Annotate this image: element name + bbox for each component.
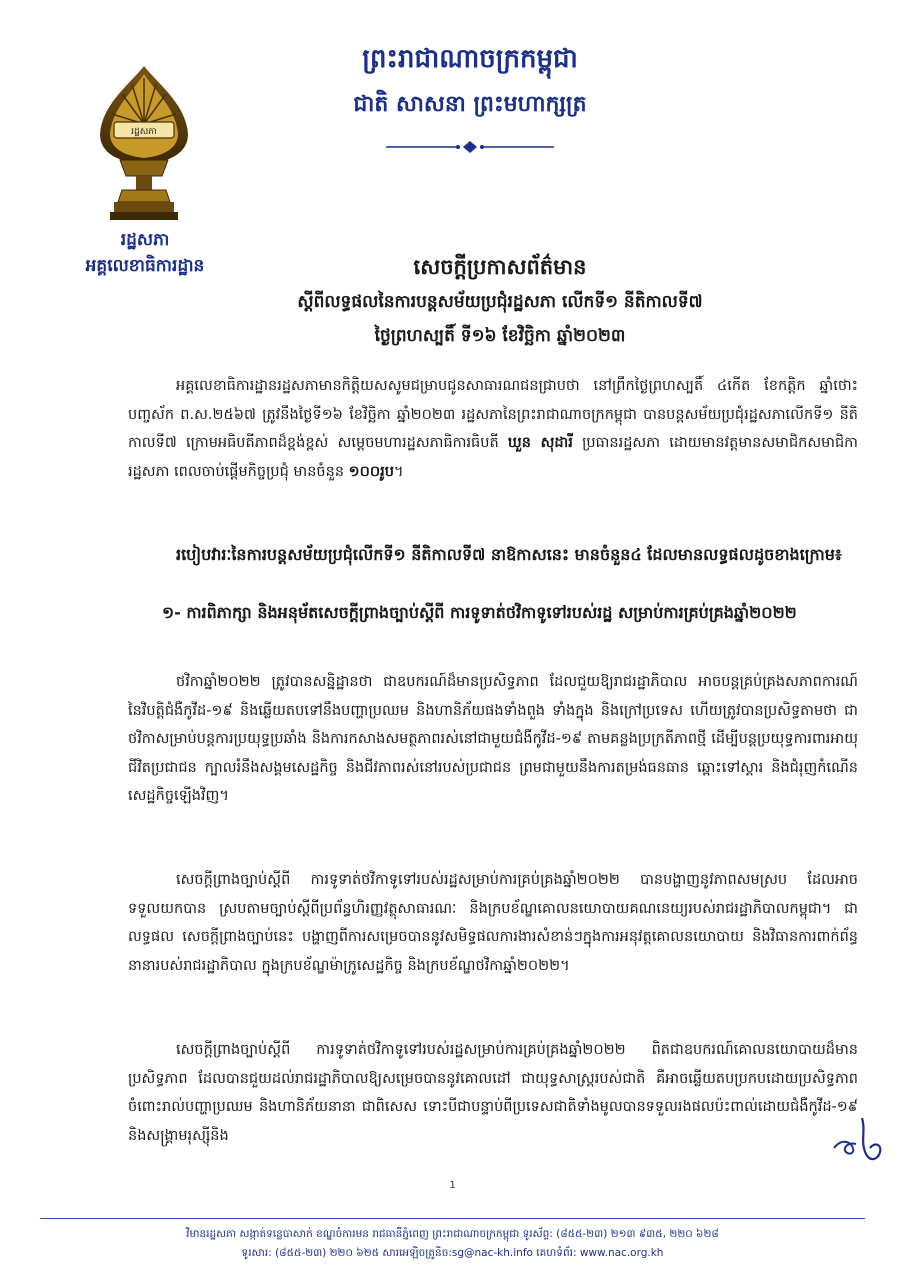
intro-text-start: អគ្គលេខាធិការដ្ឋានរដ្ឋសភាមានកិត្តិយសសូមជម្រាបជូនសាធារណជនជ្រាបថា នៅព្រឹកថ្ងៃព្រហស្បតិ៍ ៤កើត ខែកត្តិក ឆ្នាំថោះ បញ្ចស័ក ព.ស.២៥៦៧ ត្រូវនឹងថ្ងៃទី១៦ ខែវិច្ឆិកា ឆ្នាំ២០២៣ រដ្ឋសភានៃព្រះរាជាណាចក្រកម្ពុជា បានបន្តសម័យប្រជុំរដ្ឋសភាលើកទី១ នីតិកាលទី៧ ក្រោមអធិបតីភាពដ៏ខ្ពង់ខ្ពស់ សម្តេចមហារដ្ឋសភាធិការធិបតី (128, 378, 858, 451)
institution-name: រដ្ឋសភា (120, 230, 170, 250)
paragraph-policy-tool: សេចក្តីព្រាងច្បាប់ស្តីពី ការទូទាត់ថវិកាទូទៅរបស់រដ្ឋសម្រាប់ការគ្រប់គ្រងឆ្នាំ២០២២ ពិតជាឧបករណ៍គោលនយោបាយដ៏មានប្រសិទ្ធភាព ដែលបានជួយដល់រាជរដ្ឋាភិបាលឱ្យសម្រេចបាននូវគោលដៅ ជាយុទ្ធសាស្ត្ររបស់ជាតិ គឺអាចឆ្លើយតបប្រកបដោយប្រសិទ្ធភាពចំពោះរាល់បញ្ហាប្រឈម និងហានិភ័យនានា ជាពិសេស ទោះបីជាបន្ទាប់ពីប្រទេសជាតិទាំងមូលបានទទួលរងផលប៉ះពាល់ដោយជំងឺកូវីដ-១៩ និងសង្គ្រាមរុស្ស៊ីនិង (128, 1042, 858, 1144)
intro-text-mid: ប្រធានរដ្ឋសភា ដោយមានវត្តមានសមាជិកសមាជិការដ្ឋសភា ពេលចាប់ផ្តើមកិច្ចប្រជុំ មានចំនួន (128, 435, 858, 480)
kingdom-title: ព្រះរាជាណាចក្រកម្ពុជា (362, 44, 578, 74)
page-number: 1 (449, 1180, 456, 1191)
press-release-title: សេចក្តីប្រកាសព័ត៌មាន (413, 255, 587, 279)
president-name: ឃួន សុដារី (507, 435, 573, 451)
footer-address: វិមានរដ្ឋសភា សង្កាត់ទន្លេបាសាក់ ខណ្ឌចំការមន រាជធានីភ្នំពេញ ព្រះរាជាណាចក្រកម្ពុជា ទូរស័ព្ទ: (៨៥៥-២៣) ២១៣ ៩៣៥, ២២០ ៦២៨ (186, 1228, 719, 1240)
decorative-ornament (380, 140, 560, 154)
paragraph-draft-law: សេចក្តីព្រាងច្បាប់ស្តីពី ការទូទាត់ថវិកាទូទៅរបស់រដ្ឋសម្រាប់ការគ្រប់គ្រងឆ្នាំ២០២២ បានបង្ហាញនូវភាពសមស្រប ដែលអាចទទួលយកបាន ស្របតាមច្បាប់ស្តីពីប្រព័ន្ធហិរញ្ញវត្ថុសាធារណៈ និងក្របខ័ណ្ឌគោលនយោបាយគណនេយ្យរបស់រាជរដ្ឋាភិបាលកម្ពុជា។ ជាលទ្ធផល សេចក្តីព្រាងច្បាប់នេះ បង្ហាញពីការសម្រេចបាននូវសមិទ្ធផលការងារសំខាន់ៗក្នុងការអនុវត្តគោលនយោបាយ និងវិធានការពាក់ព័ន្ធនានារបស់រាជរដ្ឋាភិបាល ក្នុងក្របខ័ណ្ឌម៉ាក្រូសេដ្ឋកិច្ច និងក្របខ័ណ្ឌថវិកាឆ្នាំ២០២២។ (128, 872, 858, 974)
handwritten-initials (830, 1110, 890, 1170)
intro-text-end: ។ (393, 463, 404, 480)
press-release-subject: ស្តីពីលទ្ធផលនៃការបន្តសម័យប្រជុំរដ្ឋសភា លើកទី១ នីតិកាលទី៧ (297, 292, 703, 312)
press-release-date: ថ្ងៃព្រហស្បតិ៍ ទី១៦ ខែវិច្ឆិកា ឆ្នាំ២០២៣ (374, 326, 626, 346)
national-motto: ជាតិ សាសនា ព្រះមហាក្សត្រ (353, 92, 587, 117)
member-count: ១០០រូប (348, 463, 394, 480)
paragraph-budget-2022: ថវិកាឆ្នាំ២០២២ ត្រូវបានសន្និដ្ឋានថា ជាឧបករណ៍ដ៏មានប្រសិទ្ធភាព ដែលជួយឱ្យរាជរដ្ឋាភិបាល អាចបន្តគ្រប់គ្រងសភាពការណ៍នៃវិបត្តិជំងឺកូវីដ-១៩ និងឆ្លើយតបទៅនឹងបញ្ហាប្រឈម និងហានិភ័យផងទាំងពួង ទាំងក្នុង និងក្រៅប្រទេស ហើយត្រូវបានប្រសិទ្ធតាមថា ជាថវិកាសម្រាប់បន្តការប្រយុទ្ធប្រឆាំង និងការកសាងសមត្ថភាពរស់នៅជាមួយជំងឺកូវីដ-១៩ តាមគន្លងប្រក្រតីភាពថ្មី ដើម្បីបន្តប្រយុទ្ធការពារអាយុជីវិតប្រជាជន ក្បាលរំនឹងសង្គមសេដ្ឋកិច្ច និងជីវភាពរស់នៅរបស់ប្រជាជន ព្រមជាមួយនឹងការតម្រង់ធនធាន ឆ្ពោះទៅស្តារ និងជំរុញកំណើនសេដ្ឋកិច្ចឡើងវិញ។ (128, 674, 858, 804)
senate-emblem-logo (92, 64, 196, 224)
agenda-heading: របៀបវារៈនៃការបន្តសម័យប្រជុំលើកទី១ នីតិកាលទី៧ នាឱកាសនេះ មានចំនួន៤ ដែលមានលទ្ធផលដូចខាងក្រោម៖ (176, 545, 842, 564)
department-name: អគ្គលេខាធិការដ្ឋាន (85, 256, 205, 276)
paragraph-intro (128, 372, 858, 486)
footer-divider (40, 1218, 865, 1219)
footer-contact: ទូរសារ: (៨៥៥-២៣) ២២០ ៦២៥ សារអេឡិចត្រូនិច:sg@nac-kh.info គេហទំព័រ: www.nac.org.kh (241, 1247, 664, 1259)
emblem-banner-text: រដ្ឋសភា (131, 127, 157, 137)
agenda-item-1: ១- ការពិភាក្សា និងអនុម័តសេចក្តីព្រាងច្បាប់ស្តីពី ការទូទាត់ថវិកាទូទៅរបស់រដ្ឋ សម្រាប់ការគ្រប់គ្រងឆ្នាំ២០២២ (162, 603, 797, 622)
